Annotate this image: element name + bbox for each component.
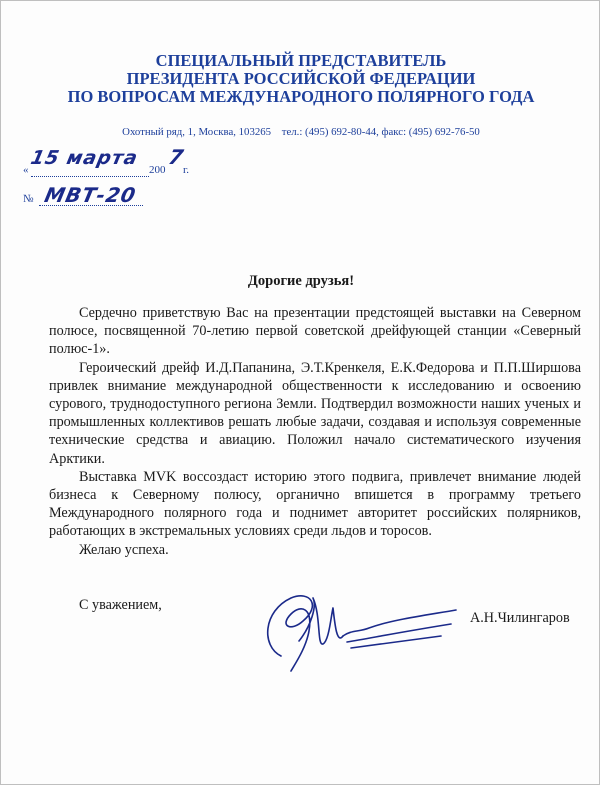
number-label: № <box>23 193 34 205</box>
year-handwritten: 7 <box>166 145 187 169</box>
letterhead-line-3: ПО ВОПРОСАМ МЕЖДУНАРОДНОГО ПОЛЯРНОГО ГОДА <box>67 87 535 106</box>
date-quote-open: « <box>23 164 29 176</box>
letterhead-line-1: СПЕЦИАЛЬНЫЙ ПРЕДСТАВИТЕЛЬ <box>155 51 447 70</box>
letterhead-address <box>1 126 600 138</box>
address-street: Охотный ряд, 1, Москва, 103265 <box>122 126 272 138</box>
address-phone: тел.: (495) 692-80-44, факс: (495) 692-76-50 <box>281 126 480 138</box>
number-handwritten: МВТ-20 <box>42 183 139 207</box>
body-paragraph: Героический дрейф И.Д.Папанина, Э.Т.Кренкеля, Е.К.Федорова и П.П.Ширшова привлек внимание международной общественности к исследованию и освоению сурового, труднодоступного региона Земли. Подтвердил возможности наших ученых и промышленных коллективов решать любые задачи, создавая и используя современные технические средства и авиацию. Положил начало систематического изучения Арктики. <box>49 359 581 467</box>
date-handwritten: 15 марта <box>28 147 141 169</box>
handwritten-signature <box>251 586 481 676</box>
body-paragraph: Выставка MVK воссоздаст историю этого подвига, привлечет внимание людей бизнеса к Северному полюсу, органично впишется в программу третьего Международного полярного года и поднимет авторитет российских полярников, работающих в экстремальных условиях среди льдов и торосов. <box>49 468 581 540</box>
date-underline <box>31 176 149 177</box>
body-paragraph: Желаю успеха. <box>79 541 169 558</box>
number-underline <box>39 205 143 206</box>
letterhead-line-2: ПРЕЗИДЕНТА РОССИЙСКОЙ ФЕДЕРАЦИИ <box>126 69 476 88</box>
year-prefix: 200 <box>149 164 166 176</box>
letter-greeting: Дорогие друзья! <box>247 273 355 289</box>
year-suffix: г. <box>183 164 190 176</box>
body-paragraph: Сердечно приветствую Вас на презентации предстоящей выставки на Северном полюсе, посвященной 70-летию первой советской дрейфующей станции «Северный полюс-1». <box>49 305 581 358</box>
letter-body <box>49 304 581 559</box>
letter-closing: С уважением, <box>79 597 162 613</box>
signer-name: А.Н.Чилингаров <box>470 610 570 626</box>
